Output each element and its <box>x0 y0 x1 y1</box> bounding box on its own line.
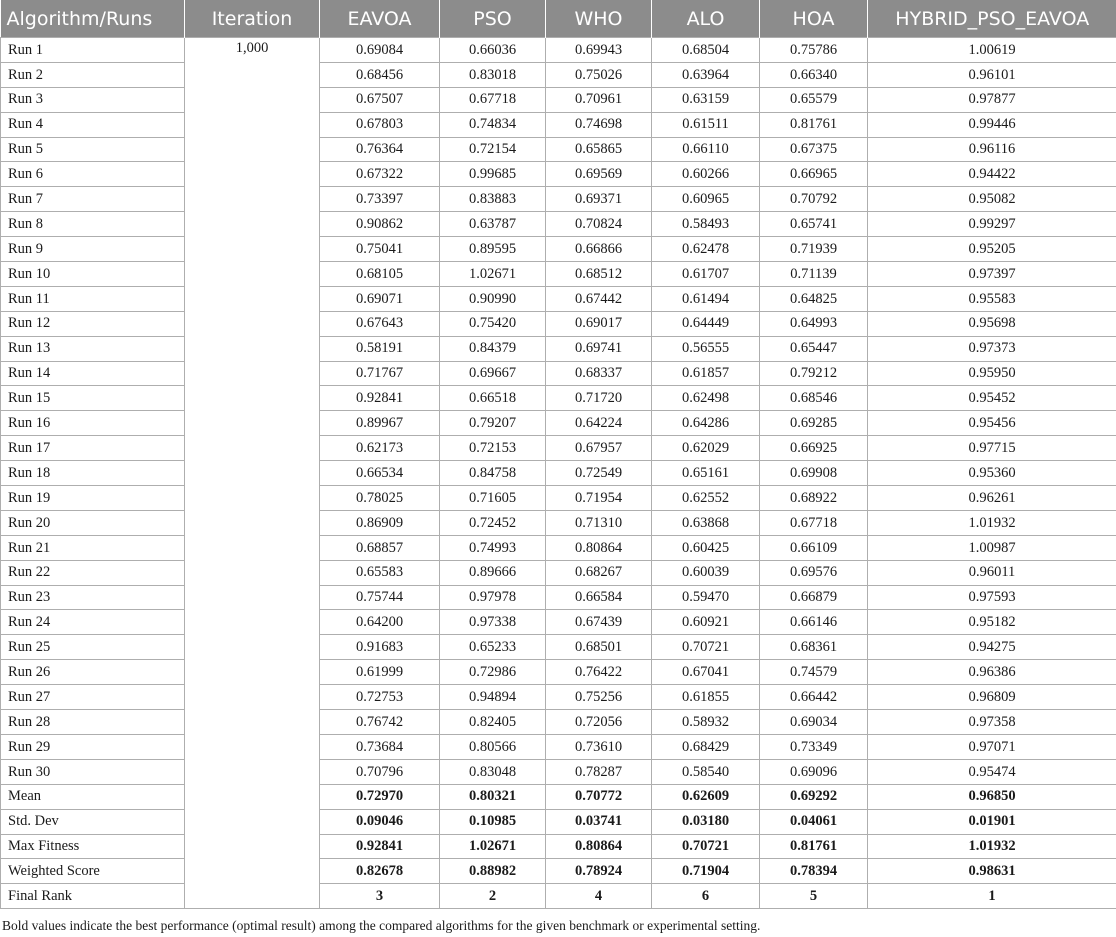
row-label: Run 14 <box>1 361 185 386</box>
row-label: Run 8 <box>1 212 185 237</box>
table-cell: 0.97338 <box>440 610 546 635</box>
table-cell: 0.73349 <box>760 734 868 759</box>
row-label: Run 19 <box>1 486 185 511</box>
column-header: Algorithm/Runs <box>1 0 185 38</box>
table-cell: 0.92841 <box>320 386 440 411</box>
row-label: Weighted Score <box>1 859 185 884</box>
table-cell: 0.62552 <box>652 486 760 511</box>
table-cell: 0.68922 <box>760 486 868 511</box>
table-cell: 0.72056 <box>546 710 652 735</box>
table-row <box>1 262 1116 287</box>
row-label: Run 23 <box>1 585 185 610</box>
table-cell: 3 <box>320 884 440 909</box>
table-cell: 1.01932 <box>868 834 1116 859</box>
table-row <box>1 635 1116 660</box>
table-cell: 0.66146 <box>760 610 868 635</box>
table-cell: 1.00619 <box>868 38 1116 63</box>
table-cell: 0.70721 <box>652 834 760 859</box>
row-label: Run 24 <box>1 610 185 635</box>
table-cell: 0.01901 <box>868 809 1116 834</box>
table-cell: 0.58932 <box>652 710 760 735</box>
table-cell: 0.89595 <box>440 237 546 262</box>
table-cell: 0.66879 <box>760 585 868 610</box>
table-cell: 0.68504 <box>652 38 760 63</box>
table-cell: 0.61707 <box>652 262 760 287</box>
table-cell: 0.69943 <box>546 38 652 63</box>
summary-row <box>1 834 1116 859</box>
table-cell: 0.72452 <box>440 510 546 535</box>
table-row <box>1 62 1116 87</box>
table-cell: 1 <box>868 884 1116 909</box>
table-cell: 0.95698 <box>868 311 1116 336</box>
table-cell: 0.69741 <box>546 336 652 361</box>
table-cell: 0.71605 <box>440 486 546 511</box>
table-cell: 0.75256 <box>546 685 652 710</box>
column-header: ALO <box>652 0 760 38</box>
table-row <box>1 38 1116 63</box>
table-cell: 0.83018 <box>440 62 546 87</box>
table-cell: 0.95583 <box>868 286 1116 311</box>
table-cell: 0.84758 <box>440 461 546 486</box>
table-row <box>1 112 1116 137</box>
table-cell: 0.91683 <box>320 635 440 660</box>
table-cell: 0.71904 <box>652 859 760 884</box>
table-cell: 0.60266 <box>652 162 760 187</box>
table-cell: 0.76422 <box>546 660 652 685</box>
column-header: EAVOA <box>320 0 440 38</box>
table-cell: 0.67718 <box>760 510 868 535</box>
row-label: Run 27 <box>1 685 185 710</box>
table-cell: 0.70792 <box>760 187 868 212</box>
table-row <box>1 137 1116 162</box>
table-cell: 0.62029 <box>652 436 760 461</box>
table-cell: 0.96261 <box>868 486 1116 511</box>
table-cell: 0.97071 <box>868 734 1116 759</box>
table-row <box>1 759 1116 784</box>
row-label: Run 26 <box>1 660 185 685</box>
table-cell: 0.71939 <box>760 237 868 262</box>
table-cell: 0.67375 <box>760 137 868 162</box>
row-label: Max Fitness <box>1 834 185 859</box>
table-cell: 0.66534 <box>320 461 440 486</box>
summary-row <box>1 784 1116 809</box>
table-cell: 0.66340 <box>760 62 868 87</box>
table-cell: 0.73684 <box>320 734 440 759</box>
row-label: Run 4 <box>1 112 185 137</box>
table-cell: 0.71954 <box>546 486 652 511</box>
table-row <box>1 585 1116 610</box>
table-cell: 0.97715 <box>868 436 1116 461</box>
table-cell: 0.96809 <box>868 685 1116 710</box>
table-cell: 0.75026 <box>546 62 652 87</box>
table-cell: 0.96011 <box>868 560 1116 585</box>
table-cell: 0.68501 <box>546 635 652 660</box>
table-cell: 0.62609 <box>652 784 760 809</box>
table-row <box>1 187 1116 212</box>
row-label: Run 17 <box>1 436 185 461</box>
table-cell: 0.97397 <box>868 262 1116 287</box>
table-row <box>1 162 1116 187</box>
table-cell: 0.64224 <box>546 411 652 436</box>
table-cell: 0.70824 <box>546 212 652 237</box>
table-cell: 0.95950 <box>868 361 1116 386</box>
table-cell: 0.10985 <box>440 809 546 834</box>
table-cell: 0.63787 <box>440 212 546 237</box>
table-row <box>1 311 1116 336</box>
row-label: Run 13 <box>1 336 185 361</box>
table-row <box>1 461 1116 486</box>
table-cell: 0.80864 <box>546 535 652 560</box>
table-cell: 0.65161 <box>652 461 760 486</box>
row-label: Run 29 <box>1 734 185 759</box>
table-cell: 0.66036 <box>440 38 546 63</box>
table-cell: 0.67041 <box>652 660 760 685</box>
table-cell: 0.68512 <box>546 262 652 287</box>
table-cell: 0.64993 <box>760 311 868 336</box>
table-cell: 0.68429 <box>652 734 760 759</box>
table-row <box>1 212 1116 237</box>
table-cell: 0.72970 <box>320 784 440 809</box>
table-cell: 0.83883 <box>440 187 546 212</box>
table-cell: 0.65447 <box>760 336 868 361</box>
table-cell: 0.97877 <box>868 87 1116 112</box>
table-cell: 0.78924 <box>546 859 652 884</box>
table-cell: 0.66442 <box>760 685 868 710</box>
table-cell: 0.90862 <box>320 212 440 237</box>
table-cell: 0.66584 <box>546 585 652 610</box>
table-cell: 0.88982 <box>440 859 546 884</box>
table-cell: 0.67643 <box>320 311 440 336</box>
row-label: Final Rank <box>1 884 185 909</box>
table-row <box>1 436 1116 461</box>
table-cell: 0.96850 <box>868 784 1116 809</box>
row-label: Run 22 <box>1 560 185 585</box>
table-cell: 0.65865 <box>546 137 652 162</box>
table-cell: 0.94275 <box>868 635 1116 660</box>
row-label: Run 30 <box>1 759 185 784</box>
table-cell: 0.72154 <box>440 137 546 162</box>
table-row <box>1 510 1116 535</box>
table-cell: 1.02671 <box>440 262 546 287</box>
table-cell: 0.80864 <box>546 834 652 859</box>
table-cell: 0.82405 <box>440 710 546 735</box>
table-cell: 0.61999 <box>320 660 440 685</box>
table-cell: 0.69017 <box>546 311 652 336</box>
table-cell: 0.97978 <box>440 585 546 610</box>
row-label: Run 6 <box>1 162 185 187</box>
table-cell: 0.68337 <box>546 361 652 386</box>
table-body <box>1 38 1116 909</box>
table-row <box>1 710 1116 735</box>
table-cell: 0.67957 <box>546 436 652 461</box>
table-cell: 0.70721 <box>652 635 760 660</box>
table-cell: 0.03741 <box>546 809 652 834</box>
table-cell: 0.56555 <box>652 336 760 361</box>
table-cell: 0.72549 <box>546 461 652 486</box>
table-cell: 0.69285 <box>760 411 868 436</box>
table-cell: 0.63159 <box>652 87 760 112</box>
table-cell: 0.69292 <box>760 784 868 809</box>
table-cell: 0.63868 <box>652 510 760 535</box>
column-header: Iteration <box>185 0 320 38</box>
table-cell: 0.74834 <box>440 112 546 137</box>
table-cell: 0.69576 <box>760 560 868 585</box>
table-cell: 0.60965 <box>652 187 760 212</box>
row-label: Run 3 <box>1 87 185 112</box>
row-label: Run 2 <box>1 62 185 87</box>
table-footnote: Bold values indicate the best performance (optimal result) among the compared algorithms for the given benchmark or experimental setting. <box>2 918 761 933</box>
table-cell: 0.95082 <box>868 187 1116 212</box>
table-row <box>1 660 1116 685</box>
table-cell: 0.67718 <box>440 87 546 112</box>
summary-row <box>1 809 1116 834</box>
table-cell: 0.67507 <box>320 87 440 112</box>
table-cell: 0.69084 <box>320 38 440 63</box>
table-cell: 0.80321 <box>440 784 546 809</box>
table-cell: 0.78025 <box>320 486 440 511</box>
table-cell: 0.97373 <box>868 336 1116 361</box>
table-cell: 0.96116 <box>868 137 1116 162</box>
column-header: HYBRID_PSO_EAVOA <box>868 0 1116 38</box>
row-label: Run 7 <box>1 187 185 212</box>
table-cell: 0.73610 <box>546 734 652 759</box>
table-cell: 2 <box>440 884 546 909</box>
table-cell: 0.71720 <box>546 386 652 411</box>
table-cell: 0.82678 <box>320 859 440 884</box>
table-cell: 0.75041 <box>320 237 440 262</box>
table-cell: 0.61857 <box>652 361 760 386</box>
table-cell: 0.94894 <box>440 685 546 710</box>
table-cell: 0.59470 <box>652 585 760 610</box>
table-cell: 0.95182 <box>868 610 1116 635</box>
table-cell: 4 <box>546 884 652 909</box>
table-cell: 0.95360 <box>868 461 1116 486</box>
summary-row <box>1 884 1116 909</box>
table-row <box>1 361 1116 386</box>
table-cell: 0.71139 <box>760 262 868 287</box>
table-cell: 0.89967 <box>320 411 440 436</box>
table-cell: 0.97593 <box>868 585 1116 610</box>
table-cell: 0.98631 <box>868 859 1116 884</box>
row-label: Run 21 <box>1 535 185 560</box>
table-cell: 1.00987 <box>868 535 1116 560</box>
table-cell: 0.75786 <box>760 38 868 63</box>
table-cell: 0.89666 <box>440 560 546 585</box>
table-cell: 0.68267 <box>546 560 652 585</box>
table-cell: 0.62173 <box>320 436 440 461</box>
table-cell: 0.96101 <box>868 62 1116 87</box>
table-cell: 0.81761 <box>760 834 868 859</box>
table-cell: 0.64825 <box>760 286 868 311</box>
column-header: PSO <box>440 0 546 38</box>
table-cell: 0.66925 <box>760 436 868 461</box>
table-cell: 0.70772 <box>546 784 652 809</box>
table-cell: 0.95456 <box>868 411 1116 436</box>
table-cell: 0.95452 <box>868 386 1116 411</box>
table-cell: 0.69371 <box>546 187 652 212</box>
table-cell: 0.72986 <box>440 660 546 685</box>
table-row <box>1 610 1116 635</box>
table-cell: 0.63964 <box>652 62 760 87</box>
column-header: HOA <box>760 0 868 38</box>
table-cell: 0.80566 <box>440 734 546 759</box>
row-label: Run 9 <box>1 237 185 262</box>
table-cell: 0.69034 <box>760 710 868 735</box>
table-cell: 0.64449 <box>652 311 760 336</box>
row-label: Run 1 <box>1 38 185 63</box>
table-cell: 0.68361 <box>760 635 868 660</box>
table-row <box>1 411 1116 436</box>
table-cell: 0.99446 <box>868 112 1116 137</box>
table-cell: 0.86909 <box>320 510 440 535</box>
row-label: Run 20 <box>1 510 185 535</box>
table-cell: 0.75420 <box>440 311 546 336</box>
table-cell: 1.01932 <box>868 510 1116 535</box>
column-header: WHO <box>546 0 652 38</box>
table-cell: 0.99297 <box>868 212 1116 237</box>
table-cell: 0.60921 <box>652 610 760 635</box>
table-row <box>1 734 1116 759</box>
table-row <box>1 486 1116 511</box>
table-cell: 0.76364 <box>320 137 440 162</box>
table-cell: 0.65583 <box>320 560 440 585</box>
summary-row <box>1 859 1116 884</box>
table-cell: 0.84379 <box>440 336 546 361</box>
table-cell: 0.66866 <box>546 237 652 262</box>
table-cell: 0.66965 <box>760 162 868 187</box>
table-cell: 0.73397 <box>320 187 440 212</box>
table-cell: 0.81761 <box>760 112 868 137</box>
table-cell: 0.79207 <box>440 411 546 436</box>
table-cell: 0.71310 <box>546 510 652 535</box>
table-cell: 0.62478 <box>652 237 760 262</box>
table-cell: 0.67803 <box>320 112 440 137</box>
iteration-cell: 1,000 <box>185 38 320 909</box>
row-label: Run 10 <box>1 262 185 287</box>
table-cell: 0.61855 <box>652 685 760 710</box>
table-cell: 0.69569 <box>546 162 652 187</box>
table-cell: 0.70796 <box>320 759 440 784</box>
table-cell: 0.97358 <box>868 710 1116 735</box>
table-cell: 0.96386 <box>868 660 1116 685</box>
row-label: Run 12 <box>1 311 185 336</box>
table-row <box>1 87 1116 112</box>
table-cell: 0.64200 <box>320 610 440 635</box>
table-row <box>1 237 1116 262</box>
table-cell: 1.02671 <box>440 834 546 859</box>
table-cell: 0.58540 <box>652 759 760 784</box>
row-label: Run 11 <box>1 286 185 311</box>
table-cell: 0.71767 <box>320 361 440 386</box>
table-cell: 0.58493 <box>652 212 760 237</box>
table-cell: 0.76742 <box>320 710 440 735</box>
table-cell: 0.94422 <box>868 162 1116 187</box>
table-cell: 0.69667 <box>440 361 546 386</box>
table-row <box>1 535 1116 560</box>
header-row <box>1 0 1116 38</box>
row-label: Std. Dev <box>1 809 185 834</box>
table-cell: 0.69071 <box>320 286 440 311</box>
row-label: Run 5 <box>1 137 185 162</box>
table-row <box>1 386 1116 411</box>
table-cell: 0.79212 <box>760 361 868 386</box>
table-row <box>1 336 1116 361</box>
table-cell: 0.95205 <box>868 237 1116 262</box>
table-cell: 0.67322 <box>320 162 440 187</box>
table-cell: 0.69096 <box>760 759 868 784</box>
table-cell: 0.68857 <box>320 535 440 560</box>
table-cell: 0.92841 <box>320 834 440 859</box>
table-cell: 0.65233 <box>440 635 546 660</box>
row-label: Run 15 <box>1 386 185 411</box>
row-label: Run 28 <box>1 710 185 735</box>
table-cell: 0.61511 <box>652 112 760 137</box>
table-cell: 0.65579 <box>760 87 868 112</box>
table-cell: 0.68105 <box>320 262 440 287</box>
table-cell: 0.69908 <box>760 461 868 486</box>
table-cell: 0.66110 <box>652 137 760 162</box>
row-label: Run 18 <box>1 461 185 486</box>
table-cell: 0.61494 <box>652 286 760 311</box>
table-cell: 0.04061 <box>760 809 868 834</box>
table-cell: 0.09046 <box>320 809 440 834</box>
table-cell: 0.75744 <box>320 585 440 610</box>
table-cell: 0.78287 <box>546 759 652 784</box>
table-cell: 0.70961 <box>546 87 652 112</box>
table-cell: 0.90990 <box>440 286 546 311</box>
table-row <box>1 560 1116 585</box>
table-cell: 0.74579 <box>760 660 868 685</box>
table-cell: 0.99685 <box>440 162 546 187</box>
table-cell: 0.65741 <box>760 212 868 237</box>
table-cell: 0.83048 <box>440 759 546 784</box>
table-cell: 0.60425 <box>652 535 760 560</box>
table-cell: 0.60039 <box>652 560 760 585</box>
row-label: Run 16 <box>1 411 185 436</box>
table-cell: 5 <box>760 884 868 909</box>
table-cell: 0.66109 <box>760 535 868 560</box>
table-cell: 0.58191 <box>320 336 440 361</box>
table-cell: 0.67442 <box>546 286 652 311</box>
table-cell: 0.72753 <box>320 685 440 710</box>
table-cell: 0.72153 <box>440 436 546 461</box>
table-cell: 0.95474 <box>868 759 1116 784</box>
table-cell: 0.66518 <box>440 386 546 411</box>
table-cell: 0.68456 <box>320 62 440 87</box>
table-cell: 0.67439 <box>546 610 652 635</box>
table-row <box>1 286 1116 311</box>
table-cell: 0.74993 <box>440 535 546 560</box>
table-cell: 0.62498 <box>652 386 760 411</box>
table-cell: 6 <box>652 884 760 909</box>
table-cell: 0.78394 <box>760 859 868 884</box>
table-cell: 0.74698 <box>546 112 652 137</box>
table-cell: 0.68546 <box>760 386 868 411</box>
table-cell: 0.03180 <box>652 809 760 834</box>
row-label: Run 25 <box>1 635 185 660</box>
table-cell: 0.64286 <box>652 411 760 436</box>
row-label: Mean <box>1 784 185 809</box>
table-row <box>1 685 1116 710</box>
